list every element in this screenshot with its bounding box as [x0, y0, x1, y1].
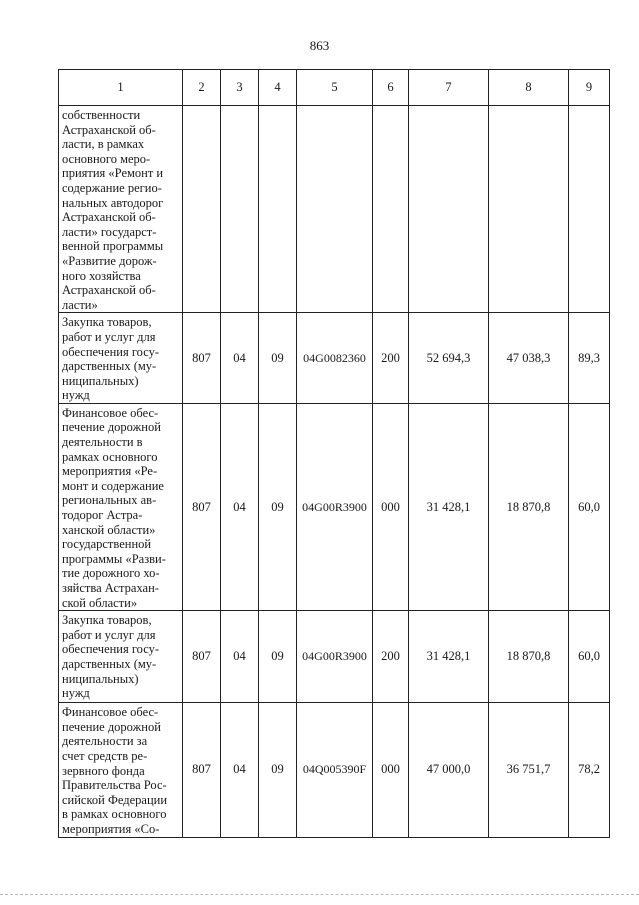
header-col-8: 8: [489, 70, 569, 106]
header-col-6: 6: [373, 70, 409, 106]
cell-ministry-code: 807: [183, 313, 221, 404]
cell-expense-type: 000: [373, 403, 409, 610]
cell-execution-percent: 78,2: [569, 703, 610, 837]
cell-planned-amount: 31 428,1: [409, 611, 489, 703]
cell-executed-amount: 18 870,8: [489, 611, 569, 703]
cell-ministry-code: 807: [183, 403, 221, 610]
cell-execution-percent: [569, 106, 610, 313]
row-description: Закупка товаров, работ и услуг для обеспечения госу- дарственных (му- ниципальных) нужд: [59, 611, 183, 703]
table-row: [59, 106, 610, 313]
row-description: Закупка товаров, работ и услуг для обеспечения госу- дарственных (му- ниципальных) нужд: [59, 313, 183, 404]
cell-subsection: 09: [259, 313, 297, 404]
cell-target-article: 04G00R3900: [297, 403, 373, 610]
cell-planned-amount: [409, 106, 489, 313]
table-header-row: [59, 70, 610, 106]
table-row: [59, 611, 610, 703]
cell-planned-amount: 31 428,1: [409, 403, 489, 610]
cell-section: [221, 106, 259, 313]
cell-subsection: [259, 106, 297, 313]
header-col-4: 4: [259, 70, 297, 106]
header-col-1: 1: [59, 70, 183, 106]
cell-expense-type: 200: [373, 611, 409, 703]
cell-execution-percent: 89,3: [569, 313, 610, 404]
cell-subsection: 09: [259, 611, 297, 703]
cell-target-article: 04Q005390F: [297, 703, 373, 837]
cell-section: 04: [221, 403, 259, 610]
cell-subsection: 09: [259, 703, 297, 837]
cell-ministry-code: [183, 106, 221, 313]
cell-expense-type: [373, 106, 409, 313]
header-col-9: 9: [569, 70, 610, 106]
header-col-5: 5: [297, 70, 373, 106]
cell-executed-amount: [489, 106, 569, 313]
cell-target-article: [297, 106, 373, 313]
table-row: [59, 703, 610, 837]
page-edge-rule: [0, 894, 639, 895]
header-col-3: 3: [221, 70, 259, 106]
cell-target-article: 04G0082360: [297, 313, 373, 404]
cell-planned-amount: 52 694,3: [409, 313, 489, 404]
row-description: Финансовое обес- печение дорожной деятельности за счет средств ре- зервного фонда Правительства Рос- сийской Федерации в рамках основного мероприятия «Со-: [59, 703, 183, 837]
cell-executed-amount: 36 751,7: [489, 703, 569, 837]
cell-expense-type: 000: [373, 703, 409, 837]
cell-subsection: 09: [259, 403, 297, 610]
page-number: 863: [309, 38, 330, 53]
cell-executed-amount: 18 870,8: [489, 403, 569, 610]
cell-ministry-code: 807: [183, 611, 221, 703]
table-row: [59, 403, 610, 610]
cell-section: 04: [221, 703, 259, 837]
cell-target-article: 04G00R3900: [297, 611, 373, 703]
cell-execution-percent: 60,0: [569, 403, 610, 610]
budget-table: [58, 69, 610, 838]
cell-expense-type: 200: [373, 313, 409, 404]
table-row: [59, 313, 610, 404]
cell-ministry-code: 807: [183, 703, 221, 837]
cell-planned-amount: 47 000,0: [409, 703, 489, 837]
row-description: собственности Астраханской об- ласти, в рамках основного меро- приятия «Ремонт и содержание регио- нальных автодорог Астраханской об- ласти» государст- венной программы «Развитие дорож- ного хозяйства Астраханской об- ласти»: [59, 106, 183, 313]
cell-execution-percent: 60,0: [569, 611, 610, 703]
cell-executed-amount: 47 038,3: [489, 313, 569, 404]
header-col-2: 2: [183, 70, 221, 106]
row-description: Финансовое обес- печение дорожной деятельности в рамках основного мероприятия «Ре- монт и содержание региональных ав- тодорог Астра- ханской области» государственной программы «Разви- тие дорожного хо- зяйства Астрахан- ской области»: [59, 403, 183, 610]
cell-section: 04: [221, 611, 259, 703]
header-col-7: 7: [409, 70, 489, 106]
cell-section: 04: [221, 313, 259, 404]
